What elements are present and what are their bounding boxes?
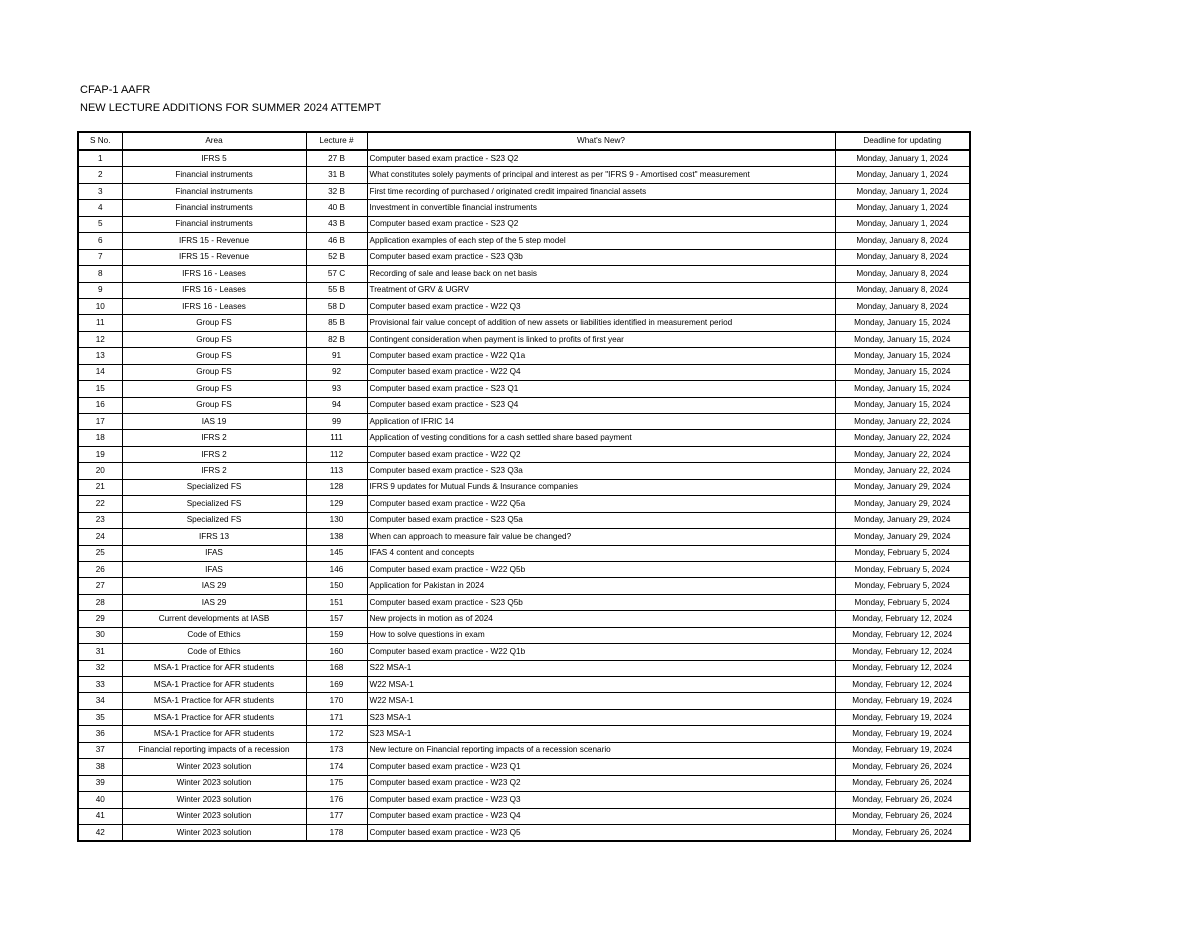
cell-sno: 16 [78,397,122,413]
cell-area: Group FS [122,315,306,331]
header-lecture: Lecture # [306,132,367,150]
cell-deadline: Monday, January 15, 2024 [835,381,970,397]
table-row [78,693,970,709]
table-row [78,644,970,660]
cell-whats-new: IFAS 4 content and concepts [367,545,835,561]
cell-sno: 12 [78,331,122,347]
cell-deadline: Monday, January 15, 2024 [835,348,970,364]
table-row [78,529,970,545]
cell-whats-new: Computer based exam practice - S23 Q2 [367,216,835,232]
cell-deadline: Monday, January 22, 2024 [835,430,970,446]
table-row [78,183,970,199]
cell-area: Code of Ethics [122,644,306,660]
cell-lecture: 113 [306,463,367,479]
cell-lecture: 112 [306,446,367,462]
cell-area: IFRS 13 [122,529,306,545]
table-row [78,430,970,446]
cell-lecture: 52 B [306,249,367,265]
cell-deadline: Monday, February 12, 2024 [835,611,970,627]
table-row [78,677,970,693]
cell-area: MSA-1 Practice for AFR students [122,693,306,709]
cell-sno: 25 [78,545,122,561]
cell-area: IFRS 5 [122,150,306,167]
cell-sno: 24 [78,529,122,545]
cell-area: IFRS 16 - Leases [122,266,306,282]
table-row [78,364,970,380]
cell-sno: 6 [78,233,122,249]
table-row [78,824,970,841]
cell-area: IFAS [122,561,306,577]
cell-sno: 37 [78,742,122,758]
table-row [78,463,970,479]
cell-deadline: Monday, January 1, 2024 [835,150,970,167]
table-row [78,611,970,627]
cell-sno: 40 [78,792,122,808]
table-row [78,348,970,364]
cell-sno: 4 [78,200,122,216]
cell-deadline: Monday, January 1, 2024 [835,216,970,232]
cell-sno: 39 [78,775,122,791]
cell-area: Specialized FS [122,496,306,512]
cell-area: Financial instruments [122,183,306,199]
cell-deadline: Monday, January 15, 2024 [835,364,970,380]
cell-sno: 17 [78,414,122,430]
cell-area: Financial instruments [122,200,306,216]
cell-sno: 19 [78,446,122,462]
cell-lecture: 129 [306,496,367,512]
cell-sno: 1 [78,150,122,167]
cell-lecture: 174 [306,759,367,775]
cell-area: Code of Ethics [122,627,306,643]
table-row [78,561,970,577]
cell-area: Financial instruments [122,216,306,232]
cell-sno: 10 [78,298,122,314]
cell-area: Group FS [122,348,306,364]
cell-lecture: 178 [306,824,367,841]
table-row [78,545,970,561]
cell-whats-new: Computer based exam practice - W22 Q4 [367,364,835,380]
cell-whats-new: Computer based exam practice - S23 Q5a [367,512,835,528]
table-row [78,792,970,808]
cell-sno: 21 [78,479,122,495]
cell-lecture: 31 B [306,167,367,183]
cell-lecture: 159 [306,627,367,643]
cell-sno: 11 [78,315,122,331]
cell-lecture: 46 B [306,233,367,249]
cell-area: Financial reporting impacts of a recession [122,742,306,758]
cell-whats-new: W22 MSA-1 [367,677,835,693]
table-row [78,808,970,824]
cell-deadline: Monday, January 1, 2024 [835,183,970,199]
table-row [78,216,970,232]
cell-whats-new: Computer based exam practice - W23 Q3 [367,792,835,808]
document-subtitle: NEW LECTURE ADDITIONS FOR SUMMER 2024 ATTEMPT [80,102,382,114]
lecture-schedule-table [77,131,971,842]
cell-lecture: 111 [306,430,367,446]
cell-lecture: 57 C [306,266,367,282]
cell-area: IFRS 15 - Revenue [122,233,306,249]
cell-deadline: Monday, January 29, 2024 [835,496,970,512]
cell-sno: 35 [78,709,122,725]
table-body [78,150,970,841]
table-row [78,249,970,265]
cell-area: Current developments at IASB [122,611,306,627]
cell-deadline: Monday, January 29, 2024 [835,512,970,528]
cell-whats-new: Computer based exam practice - S23 Q5b [367,594,835,610]
cell-lecture: 32 B [306,183,367,199]
table-row [78,298,970,314]
cell-deadline: Monday, January 1, 2024 [835,167,970,183]
cell-lecture: 173 [306,742,367,758]
cell-whats-new: W22 MSA-1 [367,693,835,709]
cell-deadline: Monday, January 15, 2024 [835,315,970,331]
cell-deadline: Monday, February 5, 2024 [835,578,970,594]
table-row [78,709,970,725]
cell-area: IAS 29 [122,578,306,594]
header-area: Area [122,132,306,150]
cell-lecture: 177 [306,808,367,824]
table-row [78,200,970,216]
cell-area: MSA-1 Practice for AFR students [122,677,306,693]
cell-area: IFRS 16 - Leases [122,282,306,298]
cell-lecture: 85 B [306,315,367,331]
cell-whats-new: Application for Pakistan in 2024 [367,578,835,594]
table-row [78,775,970,791]
cell-deadline: Monday, January 8, 2024 [835,266,970,282]
cell-sno: 38 [78,759,122,775]
cell-whats-new: Contingent consideration when payment is linked to profits of first year [367,331,835,347]
cell-whats-new: Computer based exam practice - W22 Q3 [367,298,835,314]
cell-lecture: 40 B [306,200,367,216]
cell-deadline: Monday, February 5, 2024 [835,545,970,561]
cell-whats-new: Computer based exam practice - W22 Q1b [367,644,835,660]
cell-deadline: Monday, February 19, 2024 [835,709,970,725]
cell-deadline: Monday, January 8, 2024 [835,282,970,298]
document-title: CFAP-1 AAFR [80,84,151,96]
cell-sno: 34 [78,693,122,709]
cell-deadline: Monday, January 1, 2024 [835,200,970,216]
cell-whats-new: Computer based exam practice - S23 Q1 [367,381,835,397]
cell-area: Winter 2023 solution [122,775,306,791]
cell-area: MSA-1 Practice for AFR students [122,726,306,742]
table-row [78,150,970,167]
cell-whats-new: New lecture on Financial reporting impacts of a recession scenario [367,742,835,758]
cell-lecture: 160 [306,644,367,660]
cell-whats-new: S23 MSA-1 [367,709,835,725]
header-whats-new: What's New? [367,132,835,150]
cell-deadline: Monday, January 15, 2024 [835,331,970,347]
table-row [78,381,970,397]
header-sno: S No. [78,132,122,150]
table-row [78,512,970,528]
cell-lecture: 128 [306,479,367,495]
cell-lecture: 82 B [306,331,367,347]
table-row [78,627,970,643]
cell-area: Winter 2023 solution [122,824,306,841]
cell-deadline: Monday, February 5, 2024 [835,594,970,610]
cell-lecture: 157 [306,611,367,627]
table-row [78,282,970,298]
cell-deadline: Monday, February 12, 2024 [835,627,970,643]
table-row [78,233,970,249]
cell-lecture: 172 [306,726,367,742]
cell-whats-new: Computer based exam practice - S23 Q3a [367,463,835,479]
cell-area: Group FS [122,364,306,380]
cell-lecture: 168 [306,660,367,676]
cell-sno: 8 [78,266,122,282]
cell-sno: 20 [78,463,122,479]
cell-sno: 23 [78,512,122,528]
table-row [78,414,970,430]
cell-sno: 2 [78,167,122,183]
cell-area: Winter 2023 solution [122,808,306,824]
table-header [78,132,970,150]
cell-sno: 31 [78,644,122,660]
cell-whats-new: Computer based exam practice - W22 Q5a [367,496,835,512]
cell-sno: 26 [78,561,122,577]
cell-sno: 3 [78,183,122,199]
cell-area: Group FS [122,331,306,347]
cell-sno: 27 [78,578,122,594]
table-row [78,315,970,331]
cell-lecture: 27 B [306,150,367,167]
table-row [78,742,970,758]
cell-whats-new: Computer based exam practice - S23 Q2 [367,150,835,167]
table-row [78,660,970,676]
cell-area: MSA-1 Practice for AFR students [122,660,306,676]
cell-deadline: Monday, February 26, 2024 [835,759,970,775]
cell-deadline: Monday, January 22, 2024 [835,414,970,430]
cell-deadline: Monday, February 5, 2024 [835,561,970,577]
cell-lecture: 150 [306,578,367,594]
cell-lecture: 94 [306,397,367,413]
cell-deadline: Monday, February 19, 2024 [835,726,970,742]
cell-deadline: Monday, January 8, 2024 [835,298,970,314]
cell-deadline: Monday, February 26, 2024 [835,792,970,808]
cell-whats-new: Application of vesting conditions for a cash settled share based payment [367,430,835,446]
cell-lecture: 176 [306,792,367,808]
cell-deadline: Monday, January 8, 2024 [835,233,970,249]
cell-lecture: 145 [306,545,367,561]
cell-lecture: 151 [306,594,367,610]
table-row [78,446,970,462]
cell-area: IFRS 2 [122,430,306,446]
cell-whats-new: Computer based exam practice - S23 Q4 [367,397,835,413]
cell-lecture: 175 [306,775,367,791]
table-row [78,759,970,775]
cell-area: IFAS [122,545,306,561]
cell-lecture: 138 [306,529,367,545]
cell-sno: 28 [78,594,122,610]
cell-deadline: Monday, February 26, 2024 [835,808,970,824]
table-row [78,479,970,495]
cell-whats-new: IFRS 9 updates for Mutual Funds & Insurance companies [367,479,835,495]
cell-deadline: Monday, February 12, 2024 [835,644,970,660]
cell-whats-new: Treatment of GRV & UGRV [367,282,835,298]
table-row [78,167,970,183]
cell-whats-new: Computer based exam practice - W22 Q1a [367,348,835,364]
cell-sno: 7 [78,249,122,265]
cell-deadline: Monday, January 8, 2024 [835,249,970,265]
cell-deadline: Monday, February 12, 2024 [835,677,970,693]
cell-whats-new: Computer based exam practice - W23 Q4 [367,808,835,824]
cell-deadline: Monday, January 15, 2024 [835,397,970,413]
cell-whats-new: What constitutes solely payments of principal and interest as per "IFRS 9 - Amortised cost" measurement [367,167,835,183]
cell-whats-new: Application of IFRIC 14 [367,414,835,430]
cell-lecture: 130 [306,512,367,528]
cell-sno: 13 [78,348,122,364]
cell-whats-new: Investment in convertible financial instruments [367,200,835,216]
cell-whats-new: Computer based exam practice - S23 Q3b [367,249,835,265]
cell-whats-new: Recording of sale and lease back on net basis [367,266,835,282]
cell-lecture: 92 [306,364,367,380]
cell-deadline: Monday, January 29, 2024 [835,479,970,495]
cell-lecture: 99 [306,414,367,430]
table-row [78,594,970,610]
cell-deadline: Monday, January 22, 2024 [835,446,970,462]
cell-area: Group FS [122,381,306,397]
cell-area: IFRS 2 [122,463,306,479]
cell-sno: 41 [78,808,122,824]
cell-area: IFRS 2 [122,446,306,462]
cell-whats-new: Computer based exam practice - W23 Q2 [367,775,835,791]
cell-whats-new: How to solve questions in exam [367,627,835,643]
cell-area: MSA-1 Practice for AFR students [122,709,306,725]
cell-sno: 42 [78,824,122,841]
cell-whats-new: S22 MSA-1 [367,660,835,676]
cell-sno: 32 [78,660,122,676]
cell-whats-new: Application examples of each step of the 5 step model [367,233,835,249]
cell-whats-new: New projects in motion as of 2024 [367,611,835,627]
cell-whats-new: Provisional fair value concept of addition of new assets or liabilities identified in measurement period [367,315,835,331]
cell-deadline: Monday, February 12, 2024 [835,660,970,676]
cell-deadline: Monday, January 29, 2024 [835,529,970,545]
cell-sno: 15 [78,381,122,397]
cell-whats-new: When can approach to measure fair value be changed? [367,529,835,545]
cell-lecture: 43 B [306,216,367,232]
cell-lecture: 93 [306,381,367,397]
cell-sno: 36 [78,726,122,742]
cell-sno: 22 [78,496,122,512]
cell-whats-new: Computer based exam practice - W22 Q5b [367,561,835,577]
cell-lecture: 55 B [306,282,367,298]
cell-area: Winter 2023 solution [122,792,306,808]
cell-sno: 5 [78,216,122,232]
cell-area: Group FS [122,397,306,413]
table-row [78,496,970,512]
table-row [78,331,970,347]
header-row [78,132,970,150]
cell-sno: 29 [78,611,122,627]
header-deadline: Deadline for updating [835,132,970,150]
table-row [78,397,970,413]
cell-lecture: 146 [306,561,367,577]
cell-area: Specialized FS [122,479,306,495]
cell-area: IAS 19 [122,414,306,430]
cell-whats-new: Computer based exam practice - W23 Q5 [367,824,835,841]
table-row [78,578,970,594]
cell-sno: 18 [78,430,122,446]
cell-deadline: Monday, February 19, 2024 [835,693,970,709]
cell-deadline: Monday, February 19, 2024 [835,742,970,758]
cell-area: IFRS 16 - Leases [122,298,306,314]
cell-lecture: 58 D [306,298,367,314]
cell-sno: 30 [78,627,122,643]
cell-area: IFRS 15 - Revenue [122,249,306,265]
cell-deadline: Monday, January 22, 2024 [835,463,970,479]
cell-lecture: 91 [306,348,367,364]
cell-area: Specialized FS [122,512,306,528]
cell-area: Financial instruments [122,167,306,183]
cell-area: IAS 29 [122,594,306,610]
cell-sno: 14 [78,364,122,380]
cell-whats-new: S23 MSA-1 [367,726,835,742]
cell-whats-new: First time recording of purchased / originated credit impaired financial assets [367,183,835,199]
cell-whats-new: Computer based exam practice - W23 Q1 [367,759,835,775]
cell-sno: 9 [78,282,122,298]
cell-sno: 33 [78,677,122,693]
cell-deadline: Monday, February 26, 2024 [835,775,970,791]
table-row [78,726,970,742]
cell-lecture: 171 [306,709,367,725]
cell-whats-new: Computer based exam practice - W22 Q2 [367,446,835,462]
cell-lecture: 170 [306,693,367,709]
table-row [78,266,970,282]
cell-lecture: 169 [306,677,367,693]
cell-area: Winter 2023 solution [122,759,306,775]
cell-deadline: Monday, February 26, 2024 [835,824,970,841]
